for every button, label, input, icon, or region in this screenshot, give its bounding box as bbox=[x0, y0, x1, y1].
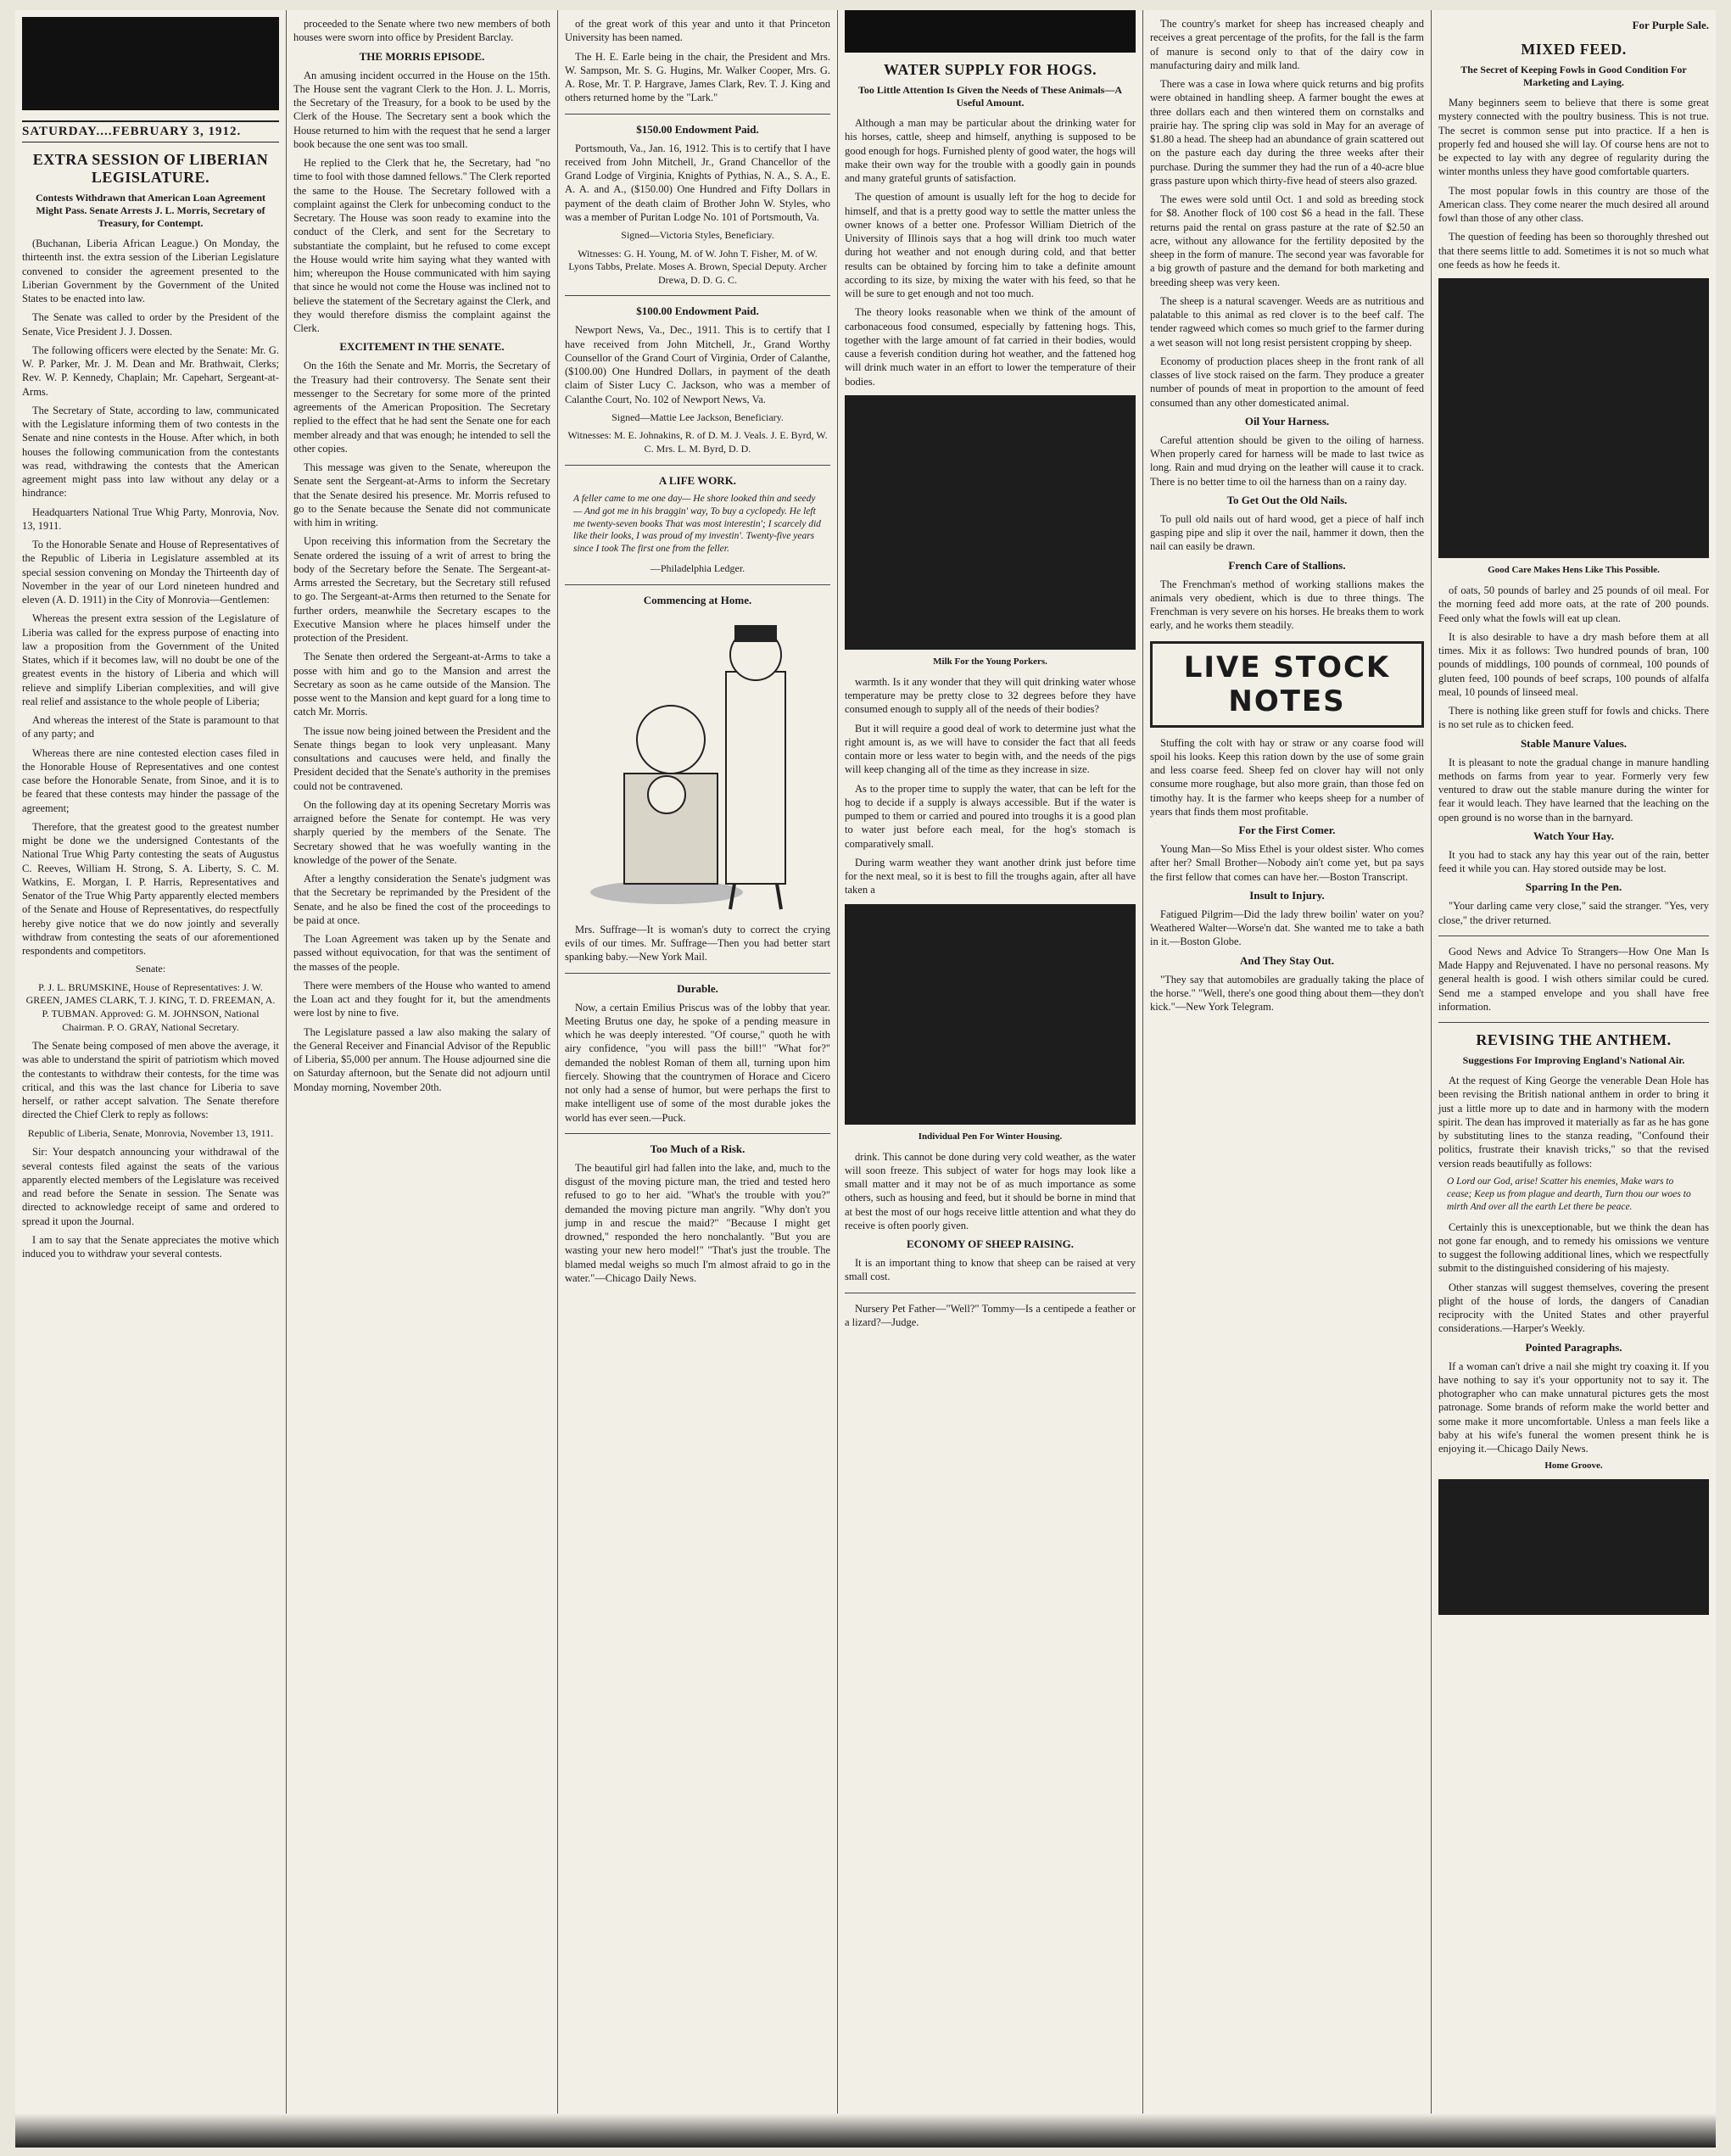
masthead-obscured bbox=[22, 17, 279, 110]
headline-life-work: A LIFE WORK. bbox=[658, 473, 737, 487]
divider bbox=[565, 114, 830, 115]
paragraph: Therefore, that the greatest good to the greatest number might be done we the undersigned Contestants of the National True Whig Party contesting the seats of Augustus C. Reeves, William H. Strong, S. A. Liberty, S. C. M. Watkins, E. Morgan, I. P. Harris, Representatives and Senator of the True Whig Party apparently elected members of the Senate and House of Representatives, do respectfully hereby give notice that we do now jointly and severally withdraw from contesting the seats of our aforementioned respondents and competitors. bbox=[22, 820, 279, 957]
paragraph: It is also desirable to have a dry mash before them at all times. Mix it as follows: Two hundred pounds of bran, 100 pounds of middlings, 100 pounds of cornmeal, 100 pounds of gluten feed, 100 pounds of beef scraps, 100 pounds of alfalfa meal, 10 pounds of linseed meal. bbox=[1438, 630, 1709, 698]
paragraph: "They say that automobiles are gradually taking the place of the horse." "Well, there's one good thing about them—they don't kick."—New York Telegram. bbox=[1150, 973, 1424, 1013]
paragraph: To pull old nails out of hard wood, get a piece of half inch gasping pipe and slip it over the nail, hammer it down, then the nail can easily be drawn. bbox=[1150, 512, 1424, 553]
top-right-partial-heading: For Purple Sale. bbox=[1632, 19, 1709, 31]
headline-old-nails: To Get Out the Old Nails. bbox=[1226, 493, 1348, 506]
paragraph: Whereas there are nine contested election cases filed in the Honorable House of Representatives and one contest case before the Honorable Senate, from Sinoe, and it is to be feared that these contests may hinder the passage of the agreement; bbox=[22, 746, 279, 814]
headline-too-much-risk: Too Much of a Risk. bbox=[650, 1142, 745, 1155]
top-banner-obscured bbox=[845, 10, 1136, 53]
paragraph: The Legislature passed a law also making the salary of the General Receiver and Financial Advisor of the Republic of Liberia, $5,000 per annum. The House adjourned sine die on Saturday afternoon, but the Senate did not adjourn until Monday morning, November 20th. bbox=[293, 1025, 550, 1093]
deck-mixed-feed: The Secret of Keeping Fowls in Good Condition For Marketing and Laying. bbox=[1460, 64, 1687, 88]
paragraph: Careful attention should be given to the oiling of harness. When properly cared for harness will be made to last twice as long. Rain and mud drying on the leather will cause it to crack. There is no better time to oil the harness than on a rainy day. bbox=[1150, 433, 1424, 488]
paragraph: The Senate being composed of men above the average, it was able to understand the spirit of patriotism which moved the contestants to withdraw their contests, for the time was critical, and this was the last chance for Liberia to save herself, or rather accept salvation. The Senate therefore directed the Chief Clerk to reply as follows: bbox=[22, 1040, 279, 1121]
signature: Signed—Mattie Lee Jackson, Beneficiary. bbox=[611, 411, 784, 423]
headline-mixed-feed: MIXED FEED. bbox=[1521, 41, 1627, 58]
caption-winter-housing: Individual Pen For Winter Housing. bbox=[918, 1131, 1063, 1142]
headline-pointed-paragraphs: Pointed Paragraphs. bbox=[1525, 1340, 1622, 1354]
paragraph: As to the proper time to supply the water, that can be left for the hog to decide if a supply is always accessible. But if the water is pumped to them or carried and poured into troughs it is a good plan to water just before each meal, for the hog's stomach is comparatively small. bbox=[845, 782, 1136, 850]
paragraph: If a woman can't drive a nail she might try coaxing it. If you have nothing to say it's your opportunity not to say it. The photographer who can make unnatural pictures gets the most patronage. Some brands of reform make the world better and some make it more uncomfortable. Unless a man feels like a baby at his wife's funeral the women present think he is enjoying it.—Chicago Daily News. bbox=[1438, 1360, 1709, 1455]
paragraph: Newport News, Va., Dec., 1911. This is to certify that I have received from John Mitchell, Jr., Grand Worthy Counsellor of the Grand Court of Virginia, Order of Calanthe, ($100.00) One Hundred Dollars, in payment of the death claim of Sister Lucy C. Jackson, who was a member of Calanthe Court, No. 102 of Newport News, Va. bbox=[565, 324, 830, 405]
paragraph: Other stanzas will suggest themselves, covering the present plight of the house of lords, the dangers of Canadian reciprocity with the United States and other prayerful considerations.—Harper's Weekly. bbox=[1438, 1281, 1709, 1335]
advertisement-text: Good News and Advice To Strangers—How One Man Is Made Happy and Rejuvenated. I have no personal reasons. My general health is good. I wish others similar could be cured. Send me a stamped envelope and you shall have free information. bbox=[1438, 945, 1709, 1013]
paragraph: Although a man may be particular about the drinking water for his horses, cattle, sheep and himself, anything is supposed to be good enough for hogs. Furnished plenty of good water, the hogs will make their own way for the trouble with a goodly gain in pounds and many grateful grunts of satisfaction. bbox=[845, 117, 1136, 184]
poem-credit: —Philadelphia Ledger. bbox=[650, 562, 745, 575]
paragraph: And whereas the interest of the State is paramount to that of any party; and bbox=[22, 714, 279, 740]
poem-life-work: A feller came to me one day— He shore looked thin and seedy— And got me in his braggin' way, To buy a cyclopedy. He left me twenty-seven books That was most interestin'; I scarcely did like their looks, I was proud of my investin'. Twenty-five years since I took The first one from the feller. bbox=[573, 493, 821, 555]
newspaper-page bbox=[15, 10, 1716, 2148]
column-5 bbox=[1143, 10, 1432, 2148]
paragraph: Economy of production places sheep in the front rank of all classes of live stock raised on the farm. They produce a greater number of pounds of meat in proportion to the amount of feed consumed than any other domesticated animal. bbox=[1150, 355, 1424, 409]
headline-endowment-150: $150.00 Endowment Paid. bbox=[636, 122, 759, 136]
paragraph: The Secretary of State, according to law, communicated with the Legislature informing them of two contests in the Senate and nine contests in the House. After which, in both houses the following communication from the contestants was read, withdrawing the contests that the American agreement might pass into law without any delay or a hindrance: bbox=[22, 404, 279, 500]
photo-young-porkers bbox=[845, 395, 1136, 650]
paragraph: drink. This cannot be done during very cold weather, as the water will soon freeze. This subject of water for hogs may look like a small matter and it may not be of as much importance as some others, such as housing and feed, but it should be borne in mind that at best the most of our hogs receive little attention and what they do receive is often poorly given. bbox=[845, 1150, 1136, 1232]
paragraph: At the request of King George the venerable Dean Hole has been revising the British national anthem in order to bring it just a little more up to date and in harmony with the modern spirit. The dean has improved it materially as far as he has gone by substituting lines to the stanza reading, "Confound their politics, frustrate their knavish tricks," so that the revised version reads beautifully as follows: bbox=[1438, 1075, 1709, 1170]
headline-sparring-pen: Sparring In the Pen. bbox=[1525, 880, 1622, 894]
headline-they-stay-out: And They Stay Out. bbox=[1239, 953, 1334, 967]
column-2 bbox=[287, 10, 558, 2148]
paragraph: Young Man—So Miss Ethel is your oldest sister. Who comes after her? Small Brother—Nobody ain't come yet, but pa says the first fellow that comes can have her.—Boston Transcript. bbox=[1150, 843, 1424, 883]
paragraph: The question of amount is usually left for the hog to decide for himself, and that is a pretty good way to settle the matter unless the owner knows of a better one. Professor William Dietrich of the University of Illinois says that a hog will drink too much water during hot weather and not enough during cold, and that better results can be obtained by forcing him to take a definite amount according to its size, by mixing the water with his feed, so that he will be sure to get enough and not too much. bbox=[845, 191, 1136, 299]
deck-revising-anthem: Suggestions For Improving England's National Air. bbox=[1462, 1054, 1685, 1066]
headline-stable-manure: Stable Manure Values. bbox=[1520, 736, 1628, 750]
divider bbox=[565, 1133, 830, 1134]
paragraph: It is pleasant to note the gradual change in manure handling methods on farms from year to year. Formerly very few ventured to draw out the stable manure during the winter for fear it would leach. They have learned that the leaching on the open ground is no worse than in the barnyard. bbox=[1438, 756, 1709, 824]
paragraph: There was a case in Iowa where quick returns and big profits were obtained in handling sheep. A farmer bought the ewes at three dollars each and then wintered them on cornstalks and prairie hay. The spring clip was sold in May for an average of $1.80 a head. The sheep had an abundance of grain scattered out on the pasture each day during the three weeks after their purchase. During the summer they had the run of a 40-acre blue grass pasture upon which thirty-five head of steers also grazed. bbox=[1150, 78, 1424, 187]
paragraph: The ewes were sold until Oct. 1 and sold as breeding stock for $8. Another flock of 100 cost $6 a head in the fall. These returns paid the rental on grass pasture at the rate of $2.50 an acre, without any allowance for the fertility deposited by the sheep in the form of manure. The second year was favorable for a big growth of pasture and the demand for both marketing and breeding sheep was very keen. bbox=[1150, 193, 1424, 288]
paragraph: This message was given to the Senate, whereupon the Senate sent the Sergeant-at-Arms to inform the Secretary that the Senate desired his presence. Mr. Morris refused to go to the Senate because the Senate did not communicate with him in writing. bbox=[293, 461, 550, 528]
paragraph: Stuffing the colt with hay or straw or any coarse food will spoil his looks. Keep this ration down by the use of some grain and less coarse feed. Sheep fed on clover hay will not only consume more roughage, but also more grain, than those fed on timothy hay. It is the farmer who keeps sheep for a number of years that finds them most profitable. bbox=[1150, 736, 1424, 818]
photo-home-groove bbox=[1438, 1479, 1709, 1615]
cartoon-title: Commencing at Home. bbox=[643, 593, 752, 606]
divider bbox=[565, 465, 830, 466]
divider bbox=[565, 295, 830, 296]
headline-insult-injury: Insult to Injury. bbox=[1249, 888, 1325, 902]
date-line: SATURDAY....FEBRUARY 3, 1912. bbox=[22, 120, 279, 142]
column-3 bbox=[558, 10, 838, 2148]
paragraph: It you had to stack any hay this year out of the rain, better feed it while you can. Hay stored outside may be lost. bbox=[1438, 848, 1709, 874]
headline-morris-episode: THE MORRIS EPISODE. bbox=[359, 49, 485, 63]
paragraph: proceeded to the Senate where two new members of both houses were sworn into office by President Barclay. bbox=[293, 18, 550, 44]
caption-young-porkers: Milk For the Young Porkers. bbox=[933, 656, 1047, 667]
headline-durable: Durable. bbox=[677, 981, 718, 995]
paragraph: Fatigued Pilgrim—Did the lady threw boilin' water on you? Weathered Walter—Worse'n dat. She wanted me to take a bath in it.—Boston Globe. bbox=[1150, 908, 1424, 948]
signers-list: P. J. L. BRUMSKINE, House of Representatives: J. W. GREEN, JAMES CLARK, T. J. KING, T. D. FREEMAN, A. P. TUBMAN. Approved: G. M. JOHNSON, National Chairman. P. O. GRAY, National Secretary. bbox=[25, 980, 276, 1033]
scan-damage-bottom bbox=[15, 2114, 1716, 2148]
paragraph: But it will require a good deal of work to determine just what the right amount is, as we will have to consider the fact that all feeds contain more or less water to begin with, and the needs of the pigs will keep changing all of the time as they increase in size. bbox=[845, 722, 1136, 776]
paragraph: The following officers were elected by the Senate: Mr. G. W. P. Parker, Mr. J. M. Dean and Mr. Brathwait, Clerks; Rev. W. P. Kennedy, Chaplain; Mr. Capehart, Sergeant-at-Arms. bbox=[22, 344, 279, 398]
column-6 bbox=[1432, 10, 1716, 2148]
paragraph: There is nothing like green stuff for fowls and chicks. There is no set rule as to chicken feed. bbox=[1438, 705, 1709, 731]
paragraph: The theory looks reasonable when we think of the amount of carbonaceous food consumed, especially by fattening hogs. This, together with the large amount of fat carried in their bodies, would cause a feverish condition during hot weather, and the fattened hog will drink much water in an effort to lower the temperature of their bodies. bbox=[845, 306, 1136, 388]
signature: Signed—Victoria Styles, Beneficiary. bbox=[621, 229, 774, 241]
paragraph: Now, a certain Emilius Priscus was of the lobby that year. Meeting Brutus one day, he spoke of a pending measure in which he was deeply interested. "Of course," quoth he with airy confidence, "you will pass the bill!" "What for?" demanded the noblest Roman of them all, turning upon him fiercely. Showing that the countrymen of Horace and Cicero not only had a sense of humor, but were perhaps the first to make intelligent use of some of the most durable jokes the world has ever seen.—Puck. bbox=[565, 1001, 830, 1124]
paragraph: The H. E. Earle being in the chair, the President and Mrs. W. Sampson, Mr. S. G. Hugins, Mr. Walker Cooper, Mrs. G. A. Rose, Mr. T. P. Hargrave, James Clark, Rev. T. J. King and others returned home by the "Lark." bbox=[565, 50, 830, 104]
paragraph: Sir: Your despatch announcing your withdrawal of the several contests filed against the seats of the various apparently elected members of the Legislature was received and read before the Senate in session. The Senate was directed to acknowledge receipt of same and ordered to spread it upon the Journal. bbox=[22, 1146, 279, 1227]
paragraph: "Your darling came very close," said the stranger. "Yes, very close," the driver returned. bbox=[1438, 900, 1709, 926]
paragraph: I am to say that the Senate appreciates the motive which induced you to withdraw your several contests. bbox=[22, 1233, 279, 1260]
paragraph: During warm weather they want another drink just before time for the next meal, so it is best to fill the troughs again, after all have taken a bbox=[845, 856, 1136, 896]
divider bbox=[1438, 1022, 1709, 1023]
paragraph: The sheep is a natural scavenger. Weeds are as nutritious and palatable to this animal as red clover is to the beef calf. The tender ragweed which comes so much grief to the farmer during a wet season will not long resist persistent cropping by sheep. bbox=[1150, 294, 1424, 349]
paragraph: Many beginners seem to believe that there is some great mystery connected with the poultry business. This is not true. The secret is common sense put into practice. If a hen is properly fed and housed she will lay. Of course hens are not to be expected to lay with any degree of regularity during the winter months unless they have good comfortable quarters. bbox=[1438, 97, 1709, 178]
anthem-verse: O Lord our God, arise! Scatter his enemies, Make wars to cease; Keep us from plague and dearth, Turn thou our woes to mirth And over all the earth Let there be peace. bbox=[1447, 1176, 1691, 1212]
paragraph: Headquarters National True Whig Party, Monrovia, Nov. 13, 1911. bbox=[22, 505, 279, 532]
paragraph: The country's market for sheep has increased cheaply and receives a great percentage of the profits, for the fall is the farm of manure is second only to that of the dairy cow in manufacturing dairy and milk land. bbox=[1150, 18, 1424, 71]
paragraph: The Loan Agreement was taken up by the Senate and passed without equivocation, for that was the sentiment of the masses of the people. bbox=[293, 933, 550, 973]
cartoon-illustration bbox=[565, 612, 830, 918]
paragraph: The issue now being joined between the President and the Senate things began to look very unpleasant. Many consultations and caucuses were held, and finally the President decided that the Senate's authority in the premises could not be contravened. bbox=[293, 724, 550, 792]
headline-excitement-senate: EXCITEMENT IN THE SENATE. bbox=[339, 340, 505, 354]
paragraph: (Buchanan, Liberia African League.) On Monday, the thirteenth inst. the extra session of the Liberian Legislature convened to consider the agreement presented to the Liberian Government by the Government of the United States to be enacted into law. bbox=[22, 237, 279, 304]
deck-water-hogs: Too Little Attention Is Given the Needs of These Animals—A Useful Amount. bbox=[857, 84, 1122, 109]
paragraph: Certainly this is unexceptionable, but we think the dean has not gone far enough, and to remedy his omissions we venture to suggest the following additional lines, which we respectfully submit to the distinguished considering of his majesty. bbox=[1438, 1220, 1709, 1275]
photo-winter-housing bbox=[845, 904, 1136, 1125]
paragraph: He replied to the Clerk that he, the Secretary, had "no time to fool with those damned fellows." The Clerk reported the same to the House. The Secretary followed with a complaint against the Clerk for unbecoming conduct to the Secretary. The House was soon ready to examine into the conduct of the Clerk, and sent for the Secretary to substantiate the complaint, but he refused to come except the House would write him saying what they wanted with him; whereupon the House communicated with him saying that since he would not come the House was inclined not to believe the statement of the Secretary against the Clerk, and they would therefore dismiss the complaint against the Clerk. bbox=[293, 157, 550, 334]
paragraph: An amusing incident occurred in the House on the 15th. The House sent the vagrant Clerk to the Hon. J. L. Morris, the Secretary of the Treasury, for a book to be used by the Clerk of the House. The Secretary sent a book which the House returned to him with the request that he send a larger book because the one sent was too small. bbox=[293, 69, 550, 150]
paragraph: On the following day at its opening Secretary Morris was arraigned before the Senate for contempt. He was very sharply queried by the members of the Senate. The Secretary showed that he was woefully wanting in the knowledge of the power of the Senate. bbox=[293, 798, 550, 866]
livestock-notes-title: LIVE STOCK NOTES bbox=[1183, 650, 1391, 718]
paragraph: Whereas the present extra session of the Legislature of Liberia was called for the express purpose of enacting into law a proposition from the Government of the United States, which if it becomes law, will no doubt be one of the greatest events in the history of Liberia and which will relieve and simplify Liberian complexities, and will give real relief and assistance to the whole people of Liberia; bbox=[22, 612, 279, 707]
livestock-notes-banner bbox=[1150, 641, 1424, 728]
headline-liberian-legislature: EXTRA SESSION OF LIBERIAN LEGISLATURE. bbox=[32, 151, 269, 186]
paragraph: The Senate then ordered the Sergeant-at-Arms to take a posse with him and go to the Mansion and arrest the Secretary as soon as he came outside of the Mansion. The posse went to the Mansion and kept guard for a long time to catch Mr. Morris. bbox=[293, 651, 550, 718]
headline-watch-hay: Watch Your Hay. bbox=[1533, 829, 1614, 842]
paragraph: After a lengthy consideration the Senate's judgment was that the Secretary be reprimanded by the President of the Senate, and he also be fined the cost of the proceedings to be paid at once. bbox=[293, 873, 550, 926]
caption-home-groove: Home Groove. bbox=[1544, 1461, 1603, 1472]
witnesses: Witnesses: M. E. Johnakins, R. of D. M. J. Veals. J. E. Byrd, W. C. Mrs. L. M. Byrd, D. D. bbox=[567, 429, 828, 455]
headline-water-hogs: WATER SUPPLY FOR HOGS. bbox=[883, 61, 1097, 78]
paragraph: The beautiful girl had fallen into the lake, and, much to the disgust of the moving picture man, the tried and tested hero refused to go to her aid. "What's the trouble with you?" demanded the moving picture man angrily. "Why don't you jump in and rescue the maid?" "Because I might get drowned," responded the hero nonchalantly. "But you are wasting your new hero model!" "That's just the trouble. The blamed medal weighs so much I'm almost afraid to go in the water."—Chicago Daily News. bbox=[565, 1161, 830, 1284]
paragraph: The Frenchman's method of working stallions makes the animals very obedient, which is due to three things. The Frenchman is very severe on his horses. He breaks them to work early, and he works them steadily. bbox=[1150, 578, 1424, 632]
column-4 bbox=[838, 10, 1143, 2148]
deck-liberian-legislature: Contests Withdrawn that American Loan Agreement Might Pass. Senate Arrests J. L. Morris, Secretary of Treasury, for Contempt. bbox=[36, 192, 265, 229]
witnesses: Witnesses: G. H. Young, M. of W. John T. Fisher, M. of W. Lyons Tabbs, Prelate. Moses A. Brown, Special Deputy. Archer Drewa, D. D. G. C. bbox=[568, 247, 827, 286]
paragraph: of oats, 50 pounds of barley and 25 pounds of oil meal. For the morning feed add more oats, at the rate of 200 pounds. Feed only what the fowls will eat up clean. bbox=[1438, 584, 1709, 624]
footer-joke: Nursery Pet Father—"Well?" Tommy—Is a centipede a feather or a lizard?—Judge. bbox=[845, 1302, 1136, 1328]
dateline-monrovia: Republic of Liberia, Senate, Monrovia, November 13, 1911. bbox=[27, 1126, 274, 1139]
paragraph: of the great work of this year and unto it that Princeton University has been named. bbox=[565, 18, 830, 44]
divider bbox=[565, 973, 830, 974]
paragraph: To the Honorable Senate and House of Representatives of the Republic of Liberia in Legislature assembled at its special session convening on Monday the Thirteenth day of November in the year of our Lord nineteen hundred and eleven (A. D. 1911) in the City of Monrovia—Gentlemen: bbox=[22, 539, 279, 606]
paragraph: The most popular fowls in this country are those of the American class. They come nearer the much desired all around fowl than those of any other class. bbox=[1438, 184, 1709, 224]
paragraph: The Senate was called to order by the President of the Senate, Vice President J. J. Dossen. bbox=[22, 311, 279, 338]
headline-sheep-raising: ECONOMY OF SHEEP RAISING. bbox=[907, 1237, 1074, 1250]
paragraph: There were members of the House who wanted to amend the Loan act and they fought for it, but the amendments were lost by nine to five. bbox=[293, 979, 550, 1019]
headline-oil-harness: Oil Your Harness. bbox=[1244, 414, 1330, 427]
photo-good-care-hens bbox=[1438, 278, 1709, 558]
paragraph: On the 16th the Senate and Mr. Morris, the Secretary of the Treasury had their controversy. The Senate sent their messenger to the Secretary for some more of the printed agreements of the American Proposition. The Secretary replied to the effect that he had sent the Senate one for each member already and that was enough; he intended to sell the other copies. bbox=[293, 360, 550, 455]
paragraph: The question of feeding has been so thoroughly threshed out that there seems little to add. Sometimes it is not so much what one feeds as how he feeds it. bbox=[1438, 231, 1709, 271]
paragraph: It is an important thing to know that sheep can be raised at very small cost. bbox=[845, 1257, 1136, 1283]
headline-revising-anthem: REVISING THE ANTHEM. bbox=[1476, 1031, 1672, 1048]
cartoon-caption: Mrs. Suffrage—It is woman's duty to correct the crying evils of our times. Mr. Suffrage—Then you had better start spanking baby.—New York Mail. bbox=[565, 923, 830, 963]
headline-french-stallions: French Care of Stallions. bbox=[1228, 558, 1346, 572]
signers-title: Senate: bbox=[135, 963, 166, 975]
headline-endowment-100: $100.00 Endowment Paid. bbox=[636, 304, 759, 318]
paragraph: warmth. Is it any wonder that they will quit drinking water whose temperature may be pretty close to 32 degrees before they have consumed enough to supply all of the needs of their bodies? bbox=[845, 675, 1136, 716]
paragraph: Portsmouth, Va., Jan. 16, 1912. This is to certify that I have received from John Mitchell, Jr., Grand Chancellor of the Grand Lodge of Virginia, Knights of Pythias, N. A., S. A., E. A. A. and A., ($150.00) One Hundred and Fifty Dollars in payment of the death claim of Brother John W. Styles, who was a member of Puritan Lodge No. 101 of Portsmouth, Va. bbox=[565, 142, 830, 223]
caption-good-care-hens: Good Care Makes Hens Like This Possible. bbox=[1488, 565, 1660, 575]
paragraph: Upon receiving this information from the Secretary the Senate ordered the issuing of a writ of arrest to bring the body of the Secretary before the Senate. The Sergeant-at-Arms arrested the Secretary, but the Secretary still refused to go. The Sergeant-at-Arms then returned to the Senate for further orders, meanwhile the Secretary escapes to the Executive Mansion where he places himself under the protection of the President. bbox=[293, 535, 550, 644]
headline-first-comer: For the First Comer. bbox=[1238, 824, 1336, 836]
divider bbox=[565, 584, 830, 585]
column-1 bbox=[15, 10, 287, 2148]
